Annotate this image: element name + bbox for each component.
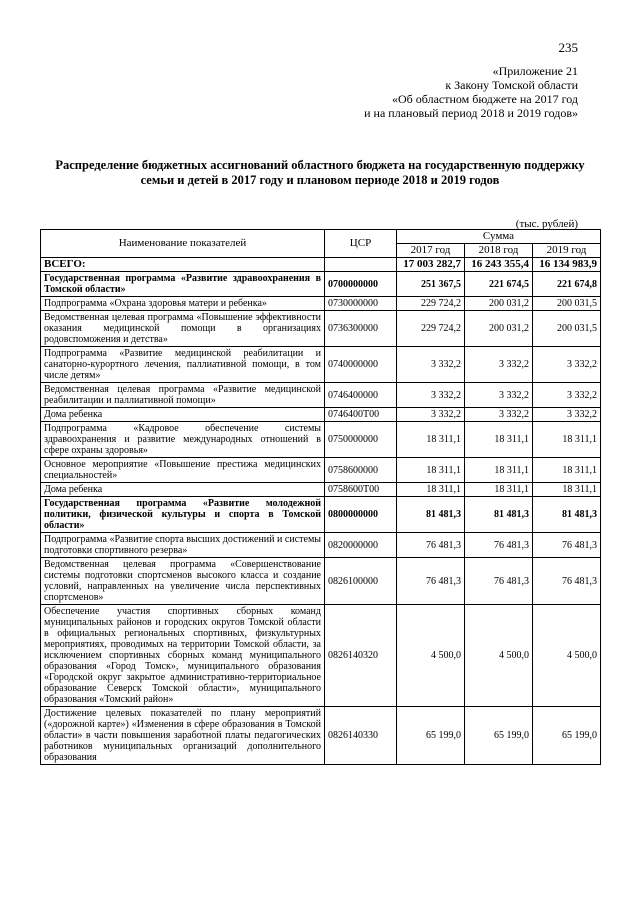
header-year-2019: 2019 год — [533, 244, 601, 258]
header-sum: Сумма — [397, 230, 601, 244]
table-row — [41, 533, 601, 558]
table-row — [41, 311, 601, 347]
cell-value-2017: 17 003 282,7 — [397, 258, 465, 272]
cell-value-2019: 18 311,1 — [533, 458, 601, 483]
table-row — [41, 272, 601, 297]
table-row — [41, 347, 601, 383]
cell-value-2018: 81 481,3 — [465, 497, 533, 533]
appendix-line: «Об областном бюджете на 2017 год — [392, 92, 578, 106]
cell-code: 0746400000 — [325, 383, 397, 408]
cell-value-2019: 16 134 983,9 — [533, 258, 601, 272]
cell-value-2018: 221 674,5 — [465, 272, 533, 297]
cell-value-2019: 18 311,1 — [533, 422, 601, 458]
cell-name: Государственная программа «Развитие молодежной политики, физической культуры и спорта в Томской области» — [41, 497, 325, 533]
cell-code: 0750000000 — [325, 422, 397, 458]
cell-name: Основное мероприятие «Повышение престижа медицинских специальностей» — [41, 458, 325, 483]
cell-value-2017: 229 724,2 — [397, 311, 465, 347]
cell-value-2017: 229 724,2 — [397, 297, 465, 311]
units-label: (тыс. рублей) — [515, 218, 578, 230]
cell-value-2019: 200 031,5 — [533, 297, 601, 311]
cell-code — [325, 258, 397, 272]
cell-name: Ведомственная целевая программа «Развитие медицинской реабилитации и паллиативной помощи» — [41, 383, 325, 408]
document-title: Распределение бюджетных ассигнований областного бюджета на государственную поддержку семьи и детей в 2017 году и плановом периоде 2018 и 2019 годов — [55, 158, 585, 187]
cell-value-2019: 65 199,0 — [533, 707, 601, 765]
header-code: ЦСР — [325, 230, 397, 258]
cell-value-2019: 76 481,3 — [533, 533, 601, 558]
cell-value-2019: 3 332,2 — [533, 347, 601, 383]
cell-value-2017: 18 311,1 — [397, 422, 465, 458]
cell-name: Ведомственная целевая программа «Повышение эффективности оказания медицинской помощи в организациях родовспоможения и детства» — [41, 311, 325, 347]
cell-value-2018: 18 311,1 — [465, 483, 533, 497]
appendix-header — [364, 64, 578, 120]
cell-value-2017: 18 311,1 — [397, 483, 465, 497]
cell-value-2019: 221 674,8 — [533, 272, 601, 297]
table-row — [41, 297, 601, 311]
cell-value-2017: 76 481,3 — [397, 533, 465, 558]
table-body — [41, 258, 601, 765]
cell-value-2019: 18 311,1 — [533, 483, 601, 497]
cell-code: 0758600000 — [325, 458, 397, 483]
cell-value-2019: 76 481,3 — [533, 558, 601, 605]
table-row — [41, 383, 601, 408]
cell-name: Подпрограмма «Охрана здоровья матери и ребенка» — [41, 297, 325, 311]
cell-name: Достижение целевых показателей по плану мероприятий («дорожной карте») «Изменения в сфере образования в Томской области» в части повышения заработной платы педагогических работников муниципальных организаций дополнительного образования — [41, 707, 325, 765]
cell-value-2017: 3 332,2 — [397, 383, 465, 408]
cell-value-2017: 4 500,0 — [397, 605, 465, 707]
cell-value-2017: 251 367,5 — [397, 272, 465, 297]
cell-value-2018: 65 199,0 — [465, 707, 533, 765]
cell-value-2017: 81 481,3 — [397, 497, 465, 533]
table-row — [41, 258, 601, 272]
cell-value-2019: 4 500,0 — [533, 605, 601, 707]
appendix-line: и на плановый период 2018 и 2019 годов» — [364, 106, 578, 120]
header-year-2017: 2017 год — [397, 244, 465, 258]
cell-code: 0820000000 — [325, 533, 397, 558]
table-row — [41, 497, 601, 533]
cell-value-2018: 16 243 355,4 — [465, 258, 533, 272]
cell-value-2019: 81 481,3 — [533, 497, 601, 533]
budget-table — [40, 229, 601, 765]
appendix-line: к Закону Томской области — [445, 78, 578, 92]
cell-code: 0730000000 — [325, 297, 397, 311]
cell-name: Ведомственная целевая программа «Совершенствование системы подготовки спортсменов высокого класса и создание условий, направленных на увеличение числа перспективных спортсменов» — [41, 558, 325, 605]
cell-name: ВСЕГО: — [41, 258, 325, 272]
header-year-2018: 2018 год — [465, 244, 533, 258]
cell-name: Обеспечение участия спортивных сборных команд муниципальных районов и городских округов Томской области в официальных региональных спортивных, физкультурных мероприятиях, проводимых на территории Томской области, за исключением спортивных сборных команд муниципального образования «Город Томск», муниципального образования «Городской округ закрытое административно-территориальное образование Северск Томской области», муниципального образования «Томский район» — [41, 605, 325, 707]
cell-value-2018: 4 500,0 — [465, 605, 533, 707]
cell-value-2018: 200 031,2 — [465, 311, 533, 347]
appendix-line: «Приложение 21 — [492, 64, 578, 78]
cell-value-2018: 18 311,1 — [465, 422, 533, 458]
cell-value-2018: 76 481,3 — [465, 558, 533, 605]
cell-value-2017: 76 481,3 — [397, 558, 465, 605]
cell-value-2019: 3 332,2 — [533, 383, 601, 408]
cell-value-2018: 200 031,2 — [465, 297, 533, 311]
cell-code: 0826140330 — [325, 707, 397, 765]
cell-value-2018: 18 311,1 — [465, 458, 533, 483]
cell-value-2018: 3 332,2 — [465, 347, 533, 383]
cell-name: Подпрограмма «Развитие медицинской реабилитации и санаторно-курортного лечения, паллиативной помощи, в том числе детям» — [41, 347, 325, 383]
cell-name: Дома ребенка — [41, 483, 325, 497]
cell-value-2019: 3 332,2 — [533, 408, 601, 422]
cell-name: Государственная программа «Развитие здравоохранения в Томской области» — [41, 272, 325, 297]
cell-value-2017: 3 332,2 — [397, 408, 465, 422]
cell-value-2019: 200 031,5 — [533, 311, 601, 347]
table-row — [41, 483, 601, 497]
cell-name: Дома ребенка — [41, 408, 325, 422]
cell-value-2018: 3 332,2 — [465, 408, 533, 422]
cell-code: 0800000000 — [325, 497, 397, 533]
cell-code: 0736300000 — [325, 311, 397, 347]
table-row — [41, 408, 601, 422]
cell-name: Подпрограмма «Кадровое обеспечение системы здравоохранения и развитие международных отношений в сфере охраны здоровья» — [41, 422, 325, 458]
table-row — [41, 558, 601, 605]
cell-code: 0758600Т00 — [325, 483, 397, 497]
table-row — [41, 707, 601, 765]
header-name: Наименование показателей — [41, 230, 325, 258]
cell-code: 0746400Т00 — [325, 408, 397, 422]
cell-value-2018: 3 332,2 — [465, 383, 533, 408]
cell-code: 0826140320 — [325, 605, 397, 707]
table-row — [41, 605, 601, 707]
cell-name: Подпрограмма «Развитие спорта высших достижений и системы подготовки спортивного резерва» — [41, 533, 325, 558]
cell-value-2017: 3 332,2 — [397, 347, 465, 383]
cell-code: 0700000000 — [325, 272, 397, 297]
cell-code: 0826100000 — [325, 558, 397, 605]
cell-value-2018: 76 481,3 — [465, 533, 533, 558]
cell-value-2017: 65 199,0 — [397, 707, 465, 765]
table-row — [41, 422, 601, 458]
cell-value-2017: 18 311,1 — [397, 458, 465, 483]
page-number: 235 — [558, 40, 578, 55]
table-row — [41, 458, 601, 483]
cell-code: 0740000000 — [325, 347, 397, 383]
